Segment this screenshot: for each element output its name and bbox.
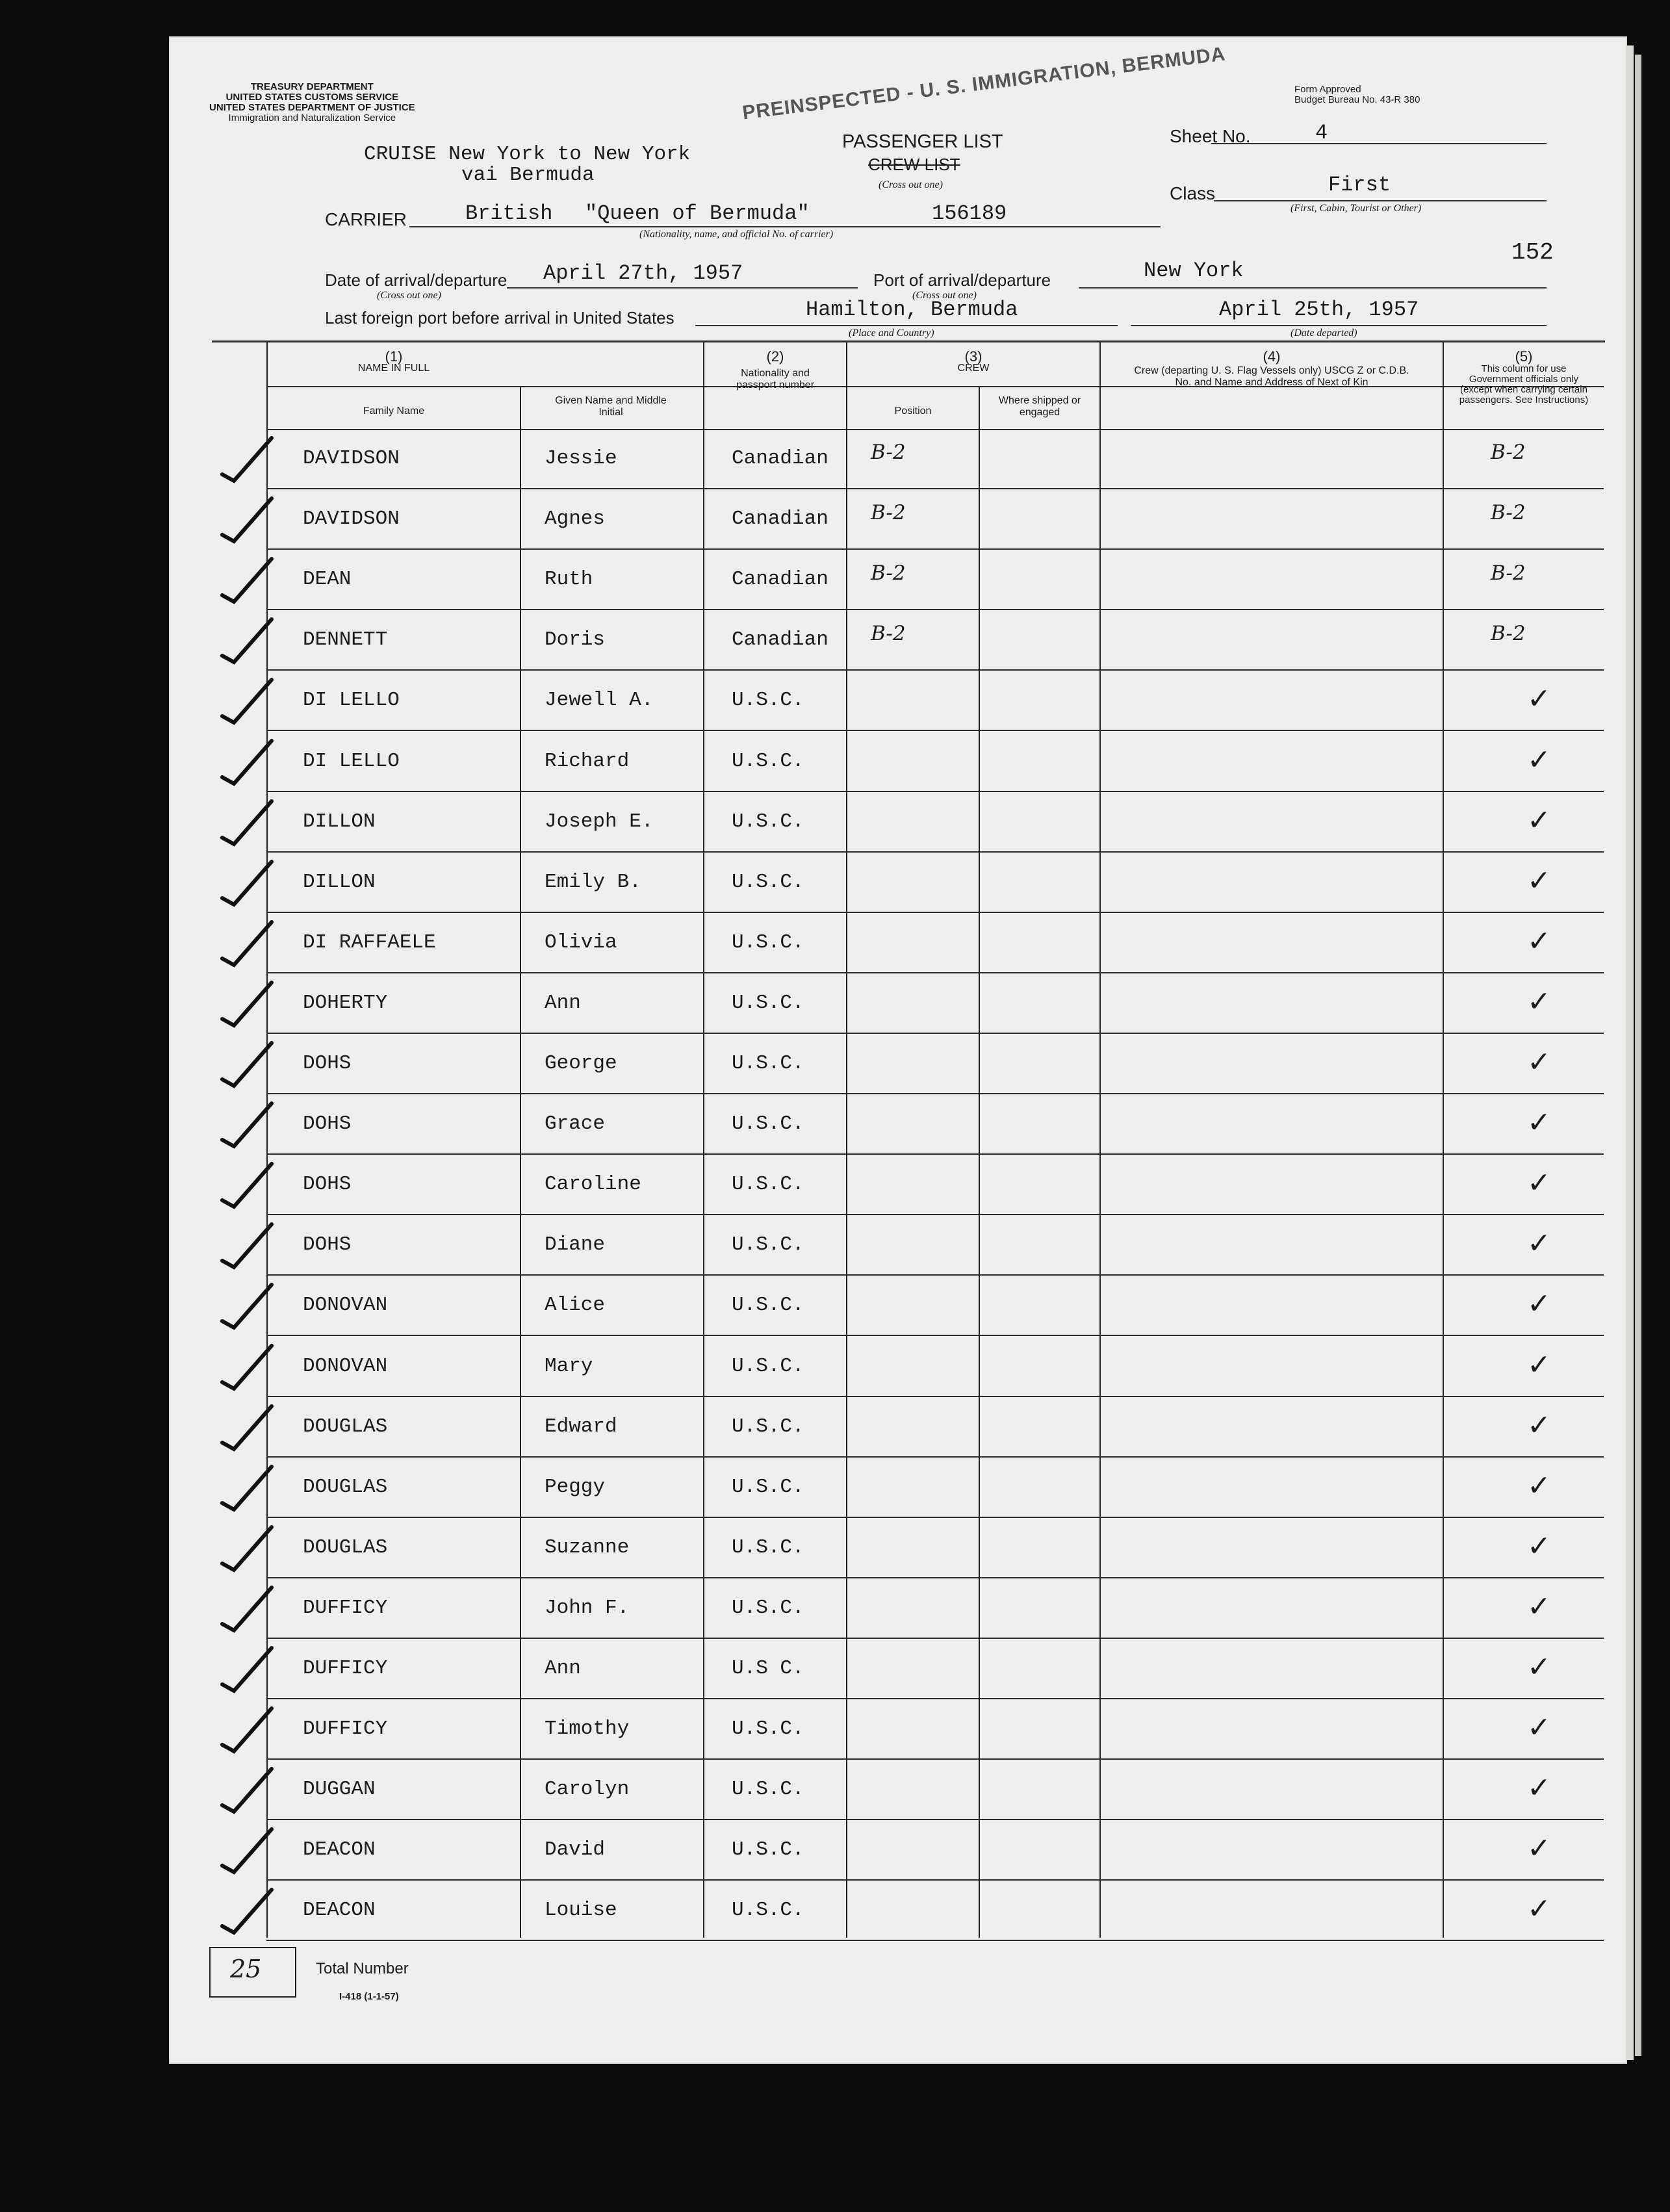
table-row (0, 1155, 1670, 1216)
carrier-number: 156189 (932, 201, 1007, 225)
row-tick-mark-icon (214, 610, 279, 671)
nationality-cell: U.S.C. (732, 1536, 804, 1559)
row-tick-mark-icon (214, 913, 279, 974)
preinspected-stamp: PREINSPECTED - U. S. IMMIGRATION, BERMUDA (741, 43, 1227, 124)
row-tick-mark-icon (214, 1155, 279, 1216)
table-row (0, 610, 1670, 671)
class-value: First (1328, 173, 1391, 197)
government-use-cell: ✓ (1527, 1590, 1551, 1623)
position-cell: B-2 (871, 561, 906, 585)
government-use-cell: ✓ (1527, 1469, 1551, 1502)
table-row (0, 550, 1670, 611)
col5-number: (5) (1515, 348, 1533, 365)
government-use-cell: ✓ (1527, 1651, 1551, 1684)
col-shipped-header: Where shipped or engaged (998, 395, 1081, 418)
family-name-cell: DI LELLO (303, 750, 400, 773)
nationality-cell: U.S.C. (732, 1838, 804, 1861)
table-row (0, 1276, 1670, 1337)
government-use-cell: ✓ (1527, 1711, 1551, 1744)
table-row (0, 429, 1670, 490)
form-code: I-418 (1-1-57) (339, 1991, 399, 2002)
government-use-cell: ✓ (1527, 1771, 1551, 1805)
given-name-cell: David (545, 1838, 606, 1861)
family-name-cell: DONOVAN (303, 1294, 388, 1317)
family-name-cell: DEACON (303, 1899, 376, 1922)
family-name-cell: DOUGLAS (303, 1536, 388, 1559)
government-use-cell: ✓ (1527, 925, 1551, 958)
family-name-cell: DENNETT (303, 628, 388, 651)
government-use-cell: ✓ (1527, 1530, 1551, 1563)
last-port-value: Hamilton, Bermuda (806, 298, 1018, 322)
row-tick-mark-icon (214, 429, 279, 490)
nationality-cell: U.S.C. (732, 1778, 804, 1801)
date-arrival-label: Date of arrival/departure (325, 270, 507, 290)
government-use-cell: ✓ (1527, 743, 1551, 777)
nationality-cell: Canadian (732, 447, 829, 470)
table-row (0, 1094, 1670, 1155)
nationality-cell: U.S.C. (732, 1355, 804, 1378)
family-name-cell: DUGGAN (303, 1778, 376, 1801)
nationality-cell: U.S C. (732, 1657, 804, 1680)
given-name-cell: Alice (545, 1294, 606, 1317)
table-row (0, 913, 1670, 974)
family-name-cell: DEACON (303, 1838, 376, 1861)
given-name-cell: Louise (545, 1899, 617, 1922)
row-tick-mark-icon (214, 1639, 279, 1700)
row-tick-mark-icon (214, 1337, 279, 1398)
table-row (0, 1820, 1670, 1881)
col2-title: Nationality and passport number (736, 368, 815, 391)
position-cell: B-2 (871, 441, 906, 464)
cross-out-hint-date: (Cross out one) (377, 290, 441, 301)
row-divider (266, 1940, 1604, 1941)
agency-line: UNITED STATES DEPARTMENT OF JUSTICE (209, 102, 415, 113)
government-use-cell: ✓ (1527, 1348, 1551, 1382)
family-name-cell: DOUGLAS (303, 1476, 388, 1498)
given-name-cell: Joseph E. (545, 810, 654, 833)
nationality-cell: U.S.C. (732, 1233, 804, 1256)
nationality-cell: U.S.C. (732, 1476, 804, 1498)
col4-title: Crew (departing U. S. Flag Vessels only) USCG Z or C.D.B. No. and Name and Address of Next of Kin (1134, 365, 1409, 388)
col5-title: This column for use Government officials only (except when carrying certain passengers. See Instructions) (1459, 363, 1589, 405)
family-name-cell: DAVIDSON (303, 508, 400, 530)
given-name-cell: Mary (545, 1355, 593, 1378)
given-name-cell: John F. (545, 1597, 630, 1619)
nationality-cell: U.S.C. (732, 1052, 804, 1075)
col-position-header: Position (894, 405, 932, 417)
last-port-label: Last foreign port before arrival in United States (325, 308, 674, 328)
cruise-line-1: CRUISE New York to New York (364, 143, 691, 166)
port-arrival-label: Port of arrival/departure (873, 270, 1051, 290)
table-row (0, 1215, 1670, 1276)
row-tick-mark-icon (214, 853, 279, 914)
family-name-cell: DI LELLO (303, 689, 400, 712)
nationality-cell: U.S.C. (732, 1415, 804, 1438)
given-name-cell: Olivia (545, 931, 617, 954)
row-tick-mark-icon (214, 671, 279, 732)
col2-number: (2) (766, 348, 784, 365)
table-row (0, 973, 1670, 1035)
government-use-cell: ✓ (1527, 1892, 1551, 1925)
row-tick-mark-icon (214, 1034, 279, 1095)
given-name-cell: Jewell A. (545, 689, 654, 712)
agency-line: Immigration and Naturalization Service (228, 112, 396, 123)
row-tick-mark-icon (214, 1094, 279, 1155)
col3-number: (3) (964, 348, 983, 365)
government-use-cell: ✓ (1527, 1166, 1551, 1200)
table-row (0, 853, 1670, 914)
government-use-cell: ✓ (1527, 682, 1551, 715)
government-use-cell: ✓ (1527, 1287, 1551, 1320)
government-use-cell: B-2 (1491, 501, 1526, 524)
nationality-cell: U.S.C. (732, 1717, 804, 1740)
col3-title: CREW (957, 363, 990, 374)
row-tick-mark-icon (214, 1820, 279, 1881)
page-title: PASSENGER LIST (842, 131, 1003, 152)
form-approved-line: Form Approved (1294, 84, 1361, 95)
row-tick-mark-icon (214, 1458, 279, 1519)
government-use-cell: ✓ (1527, 804, 1551, 837)
family-name-cell: DUFFICY (303, 1597, 388, 1619)
family-name-cell: DAVIDSON (303, 447, 400, 470)
form-approved (1294, 84, 1420, 105)
row-tick-mark-icon (214, 489, 279, 550)
cruise-line-2: vai Bermuda (461, 164, 595, 186)
row-tick-mark-icon (214, 1276, 279, 1337)
table-row (0, 1699, 1670, 1760)
col-family-header: Family Name (363, 405, 425, 417)
row-tick-mark-icon (214, 792, 279, 853)
total-number-value: 25 (230, 1955, 262, 1983)
family-name-cell: DOUGLAS (303, 1415, 388, 1438)
family-name-cell: DEAN (303, 568, 352, 591)
crew-list-struck: CREW LIST (868, 155, 960, 174)
given-name-cell: Doris (545, 628, 606, 651)
given-name-cell: Suzanne (545, 1536, 630, 1559)
row-tick-mark-icon (214, 1699, 279, 1760)
government-use-cell: B-2 (1491, 441, 1526, 464)
given-name-cell: Ann (545, 992, 581, 1014)
agency-line: TREASURY DEPARTMENT (250, 81, 374, 92)
page-number: 152 (1511, 239, 1554, 266)
table-row (0, 1881, 1670, 1942)
table-row (0, 732, 1670, 793)
table-row (0, 1760, 1670, 1821)
table-row (0, 1337, 1670, 1398)
agency-line: UNITED STATES CUSTOMS SERVICE (225, 92, 399, 103)
nationality-cell: U.S.C. (732, 750, 804, 773)
given-name-cell: Ann (545, 1657, 581, 1680)
government-use-cell: ✓ (1527, 1227, 1551, 1260)
row-divider (266, 730, 1604, 731)
nationality-cell: Canadian (732, 568, 829, 591)
agency-block (209, 82, 415, 123)
family-name-cell: DOHERTY (303, 992, 388, 1014)
given-name-cell: Edward (545, 1415, 617, 1438)
class-label: Class (1170, 183, 1216, 203)
total-number-box (209, 1947, 296, 1998)
position-cell: B-2 (871, 622, 906, 645)
government-use-cell: ✓ (1527, 1046, 1551, 1079)
nationality-cell: U.S.C. (732, 689, 804, 712)
table-row (0, 1458, 1670, 1519)
nationality-cell: U.S.C. (732, 992, 804, 1014)
row-tick-mark-icon (214, 550, 279, 611)
total-number-label: Total Number (316, 1960, 409, 1977)
carrier-hint: (Nationality, name, and official No. of carrier) (639, 229, 834, 240)
government-use-cell: ✓ (1527, 864, 1551, 897)
government-use-cell: ✓ (1527, 985, 1551, 1018)
date-departed-hint: (Date departed) (1291, 328, 1357, 339)
col1-title: NAME IN FULL (357, 363, 430, 374)
position-cell: B-2 (871, 501, 906, 524)
col1-number: (1) (385, 348, 403, 365)
given-name-cell: Ruth (545, 568, 593, 591)
nationality-cell: U.S.C. (732, 810, 804, 833)
given-name-cell: Grace (545, 1112, 606, 1135)
sheet-value: 4 (1315, 121, 1328, 145)
given-name-cell: Diane (545, 1233, 606, 1256)
government-use-cell: ✓ (1527, 1106, 1551, 1139)
government-use-cell: ✓ (1527, 1409, 1551, 1442)
row-tick-mark-icon (214, 1881, 279, 1942)
given-name-cell: Peggy (545, 1476, 606, 1498)
family-name-cell: DUFFICY (303, 1657, 388, 1680)
row-tick-mark-icon (214, 1518, 279, 1579)
family-name-cell: DONOVAN (303, 1355, 388, 1378)
given-name-cell: Jessie (545, 447, 617, 470)
table-row (0, 489, 1670, 550)
family-name-cell: DOHS (303, 1233, 352, 1256)
government-use-cell: ✓ (1527, 1832, 1551, 1865)
nationality-cell: U.S.C. (732, 1173, 804, 1196)
date-arrival-value: April 27th, 1957 (543, 261, 743, 285)
row-tick-mark-icon (214, 1215, 279, 1276)
table-row (0, 792, 1670, 853)
nationality-cell: U.S.C. (732, 1597, 804, 1619)
government-use-cell: B-2 (1491, 561, 1526, 585)
nationality-cell: U.S.C. (732, 1112, 804, 1135)
nationality-cell: U.S.C. (732, 931, 804, 954)
nationality-cell: U.S.C. (732, 1899, 804, 1922)
family-name-cell: DOHS (303, 1112, 352, 1135)
given-name-cell: Agnes (545, 508, 606, 530)
nationality-cell: U.S.C. (732, 1294, 804, 1317)
family-name-cell: DI RAFFAELE (303, 931, 436, 954)
table-row (0, 1518, 1670, 1579)
class-hint: (First, Cabin, Tourist or Other) (1291, 203, 1422, 214)
table-row (0, 1397, 1670, 1458)
table-row (0, 1578, 1670, 1640)
given-name-cell: Emily B. (545, 871, 641, 894)
government-use-cell: B-2 (1491, 622, 1526, 645)
col-given-header: Given Name and Middle Initial (555, 395, 667, 418)
row-tick-mark-icon (214, 732, 279, 793)
carrier-name: "Queen of Bermuda" (585, 201, 810, 225)
date-departed-value: April 25th, 1957 (1219, 298, 1419, 322)
col4-number: (4) (1263, 348, 1281, 365)
family-name-cell: DOHS (303, 1173, 352, 1196)
cross-out-hint-port: (Cross out one) (912, 290, 977, 301)
form-approved-line: Budget Bureau No. 43-R 380 (1294, 94, 1420, 105)
cross-out-hint: (Cross out one) (879, 179, 943, 190)
port-arrival-value: New York (1144, 259, 1244, 283)
table-row (0, 1034, 1670, 1095)
nationality-cell: U.S.C. (732, 871, 804, 894)
given-name-cell: Timothy (545, 1717, 630, 1740)
row-tick-mark-icon (214, 1760, 279, 1821)
given-name-cell: Richard (545, 750, 630, 773)
carrier-label: CARRIER (325, 209, 407, 229)
carrier-nationality: British (465, 201, 553, 225)
nationality-cell: Canadian (732, 508, 829, 530)
row-tick-mark-icon (214, 973, 279, 1035)
given-name-cell: Carolyn (545, 1778, 630, 1801)
row-divider (266, 1335, 1604, 1336)
family-name-cell: DILLON (303, 871, 376, 894)
given-name-cell: Caroline (545, 1173, 641, 1196)
table-row (0, 671, 1670, 732)
family-name-cell: DOHS (303, 1052, 352, 1075)
family-name-cell: DUFFICY (303, 1717, 388, 1740)
table-row (0, 1639, 1670, 1700)
nationality-cell: Canadian (732, 628, 829, 651)
place-hint: (Place and Country) (849, 328, 934, 339)
sheet-label: Sheet No. (1170, 126, 1251, 146)
row-tick-mark-icon (214, 1397, 279, 1458)
row-tick-mark-icon (214, 1578, 279, 1640)
given-name-cell: George (545, 1052, 617, 1075)
family-name-cell: DILLON (303, 810, 376, 833)
